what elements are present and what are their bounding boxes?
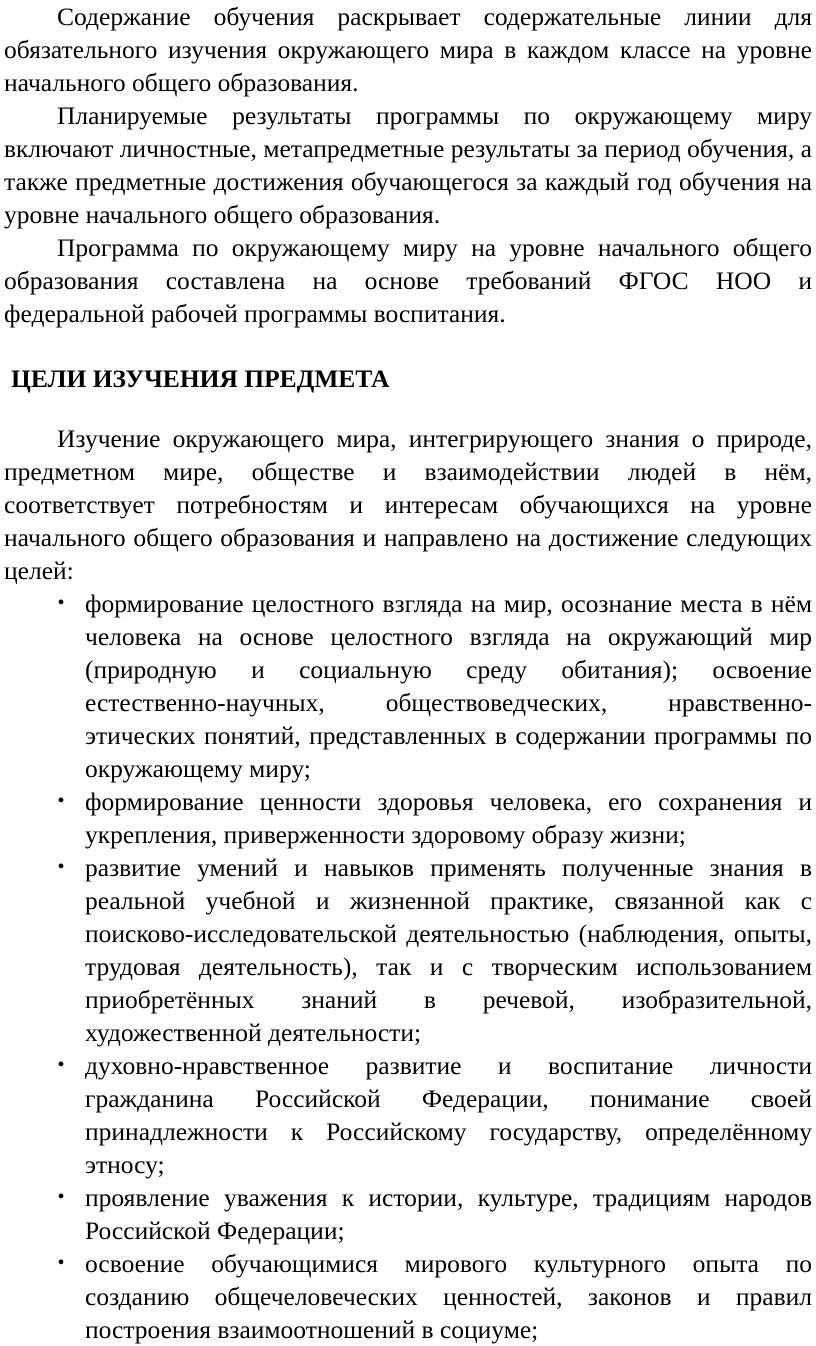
intro-paragraph: Планируемые результаты программы по окружающему миру включают личностные, метапредметные результаты за период обучения, а также предметные достижения обучающегося за каждый год обучения на уровне начального общего образования. [4, 101, 812, 229]
goal-text: формирование ценности здоровья человека, его сохранения и укрепления, приверженности здоровому образу жизни; [85, 787, 812, 849]
section-heading: ЦЕЛИ ИЗУЧЕНИЯ ПРЕДМЕТА [11, 364, 390, 393]
bullet-icon: • [57, 1054, 65, 1076]
intro-paragraph: Программа по окружающему миру на уровне начального общего образования составлена на основе требований ФГОС НОО и федеральной рабочей программы воспитания. [4, 233, 812, 328]
bullet-icon: • [57, 592, 65, 614]
bullet-icon: • [57, 1252, 65, 1274]
document-page [4, 0, 812, 1346]
bullet-icon: • [57, 856, 65, 878]
goal-list-item [4, 587, 812, 785]
goal-list-item [4, 1181, 812, 1247]
goal-text: формирование целостного взгляда на мир, осознание места в нём человека на основе целостного взгляда на окружающий мир (природную и социальную среду обитания); освоение естественно-научных, обществоведческих, нравственно-этических понятий, представленных в содержании программы по окружающему миру; [85, 589, 812, 783]
goal-list-item [4, 851, 812, 1049]
bullet-icon: • [57, 790, 65, 812]
bullet-icon: • [57, 1186, 65, 1208]
section-intro-paragraph: Изучение окружающего мира, интегрирующего знания о природе, предметном мире, обществе и взаимодействии людей в нём, соответствует потребностям и интересам обучающихся на уровне начального общего образования и направлено на достижение следующих целей: [4, 424, 812, 585]
goal-text: духовно-нравственное развитие и воспитание личности гражданина Российской Федерации, понимание своей принадлежности к Российскому государству, определённому этносу; [85, 1051, 812, 1179]
goal-text: проявление уважения к истории, культуре, традициям народов Российской Федерации; [85, 1183, 812, 1245]
goal-list-item [4, 1247, 812, 1346]
goal-list-item [4, 785, 812, 851]
goal-list-item [4, 1049, 812, 1181]
intro-paragraph: Содержание обучения раскрывает содержательные линии для обязательного изучения окружающего мира в каждом классе на уровне начального общего образования. [4, 2, 812, 97]
goal-text: освоение обучающимися мирового культурного опыта по созданию общечеловеческих ценностей, законов и правил построения взаимоотношений в социуме; [85, 1249, 812, 1344]
goal-text: развитие умений и навыков применять полученные знания в реальной учебной и жизненной практике, связанной как с поисково-исследовательской деятельностью (наблюдения, опыты, трудовая деятельность), так и с творческим использованием приобретённых знаний в речевой, изобразительной, художественной деятельности; [85, 853, 812, 1047]
goals-list [4, 587, 812, 1346]
